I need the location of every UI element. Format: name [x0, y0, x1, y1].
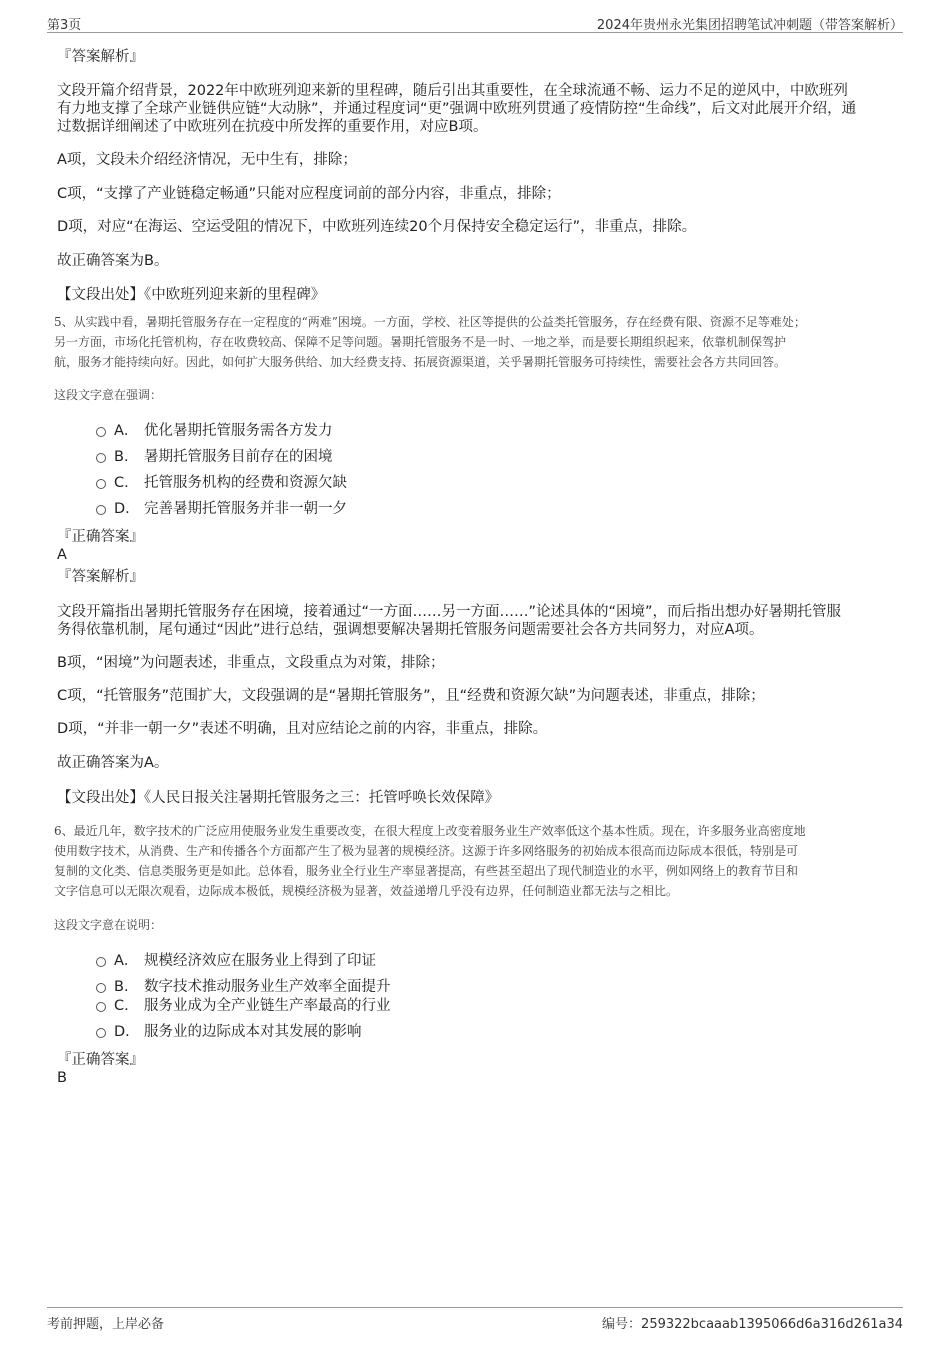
- option-c-note: C项，“支撑了产业链稳定畅通”只能对应程度词前的部分内容，非重点，排除；: [57, 186, 561, 202]
- option-c[interactable]: C. 服务业成为全产业链生产率最高的行业: [96, 997, 391, 1015]
- footer-divider: [47, 1307, 903, 1308]
- radio-icon[interactable]: [96, 1028, 106, 1038]
- radio-icon[interactable]: [96, 957, 106, 967]
- analysis-line: 文段开篇介绍背景，2022年中欧班列迎来新的里程碑，随后引出其重要性，在全球流通不畅、运力不足的逆风中，中欧班列: [57, 83, 848, 99]
- radio-icon[interactable]: [96, 479, 106, 489]
- analysis-label: 『答案解析』: [57, 569, 144, 585]
- option-b[interactable]: B. 暑期托管服务目前存在的困境: [96, 448, 333, 466]
- conclusion: 故正确答案为B。: [57, 253, 169, 269]
- document-code-label: 编号：: [602, 1317, 642, 1332]
- correct-answer: B: [57, 1070, 67, 1086]
- option-a[interactable]: A． 优化暑期托管服务需各方发力: [96, 422, 333, 440]
- correct-answer: A: [57, 547, 67, 563]
- option-c-note: C项，“托管服务”范围扩大，文段强调的是“暑期托管服务”，且“经费和资源欠缺”为问题表述，非重点，排除；: [57, 688, 765, 704]
- radio-icon[interactable]: [96, 505, 106, 515]
- question-prompt: 这段文字意在说明：: [54, 918, 163, 932]
- document-code-value: 259322bcaaab1395066d6a316d261a34: [641, 1317, 903, 1332]
- option-d-note: D项，对应“在海运、空运受阻的情况下，中欧班列连续20个月保持安全稳定运行”，非重点，排除。: [57, 219, 697, 235]
- option-d-note: D项，“并非一朝一夕”表述不明确，且对应结论之前的内容，非重点，排除。: [57, 721, 548, 737]
- option-d[interactable]: D. 完善暑期托管服务并非一朝一夕: [96, 500, 347, 518]
- question-stem-line: 航，服务才能持续向好。因此，如何扩大服务供给、加大经费支持、拓展资源渠道，关乎暑期托管服务可持续性，需要社会各方共同回答。: [54, 355, 787, 369]
- answer-label: 『正确答案』: [57, 1052, 144, 1068]
- radio-icon[interactable]: [96, 1002, 106, 1012]
- option-a-note: A项，文段未介绍经济情况，无中生有，排除；: [57, 152, 357, 168]
- analysis-line: 文段开篇指出暑期托管服务存在困境，接着通过“一方面……另一方面……”论述具体的“困境”，而后指出想办好暑期托管服: [57, 604, 842, 620]
- source-citation: 【文段出处】《中欧班列迎来新的里程碑》: [57, 287, 326, 303]
- source-citation: 【文段出处】《人民日报关注暑期托管服务之三：托管呼唤长效保障》: [57, 790, 500, 806]
- analysis-line: 过数据详细阐述了中欧班列在抗疫中所发挥的重要作用，对应B项。: [57, 119, 488, 135]
- question-prompt: 这段文字意在强调：: [54, 388, 163, 402]
- radio-icon[interactable]: [96, 427, 106, 437]
- option-b-note: B项，“困境”为问题表述，非重点，文段重点为对策，排除；: [57, 655, 445, 671]
- question-stem-line: 另一方面，市场化托管机构，存在收费较高、保障不足等问题。暑期托管服务不是一时、一地之举，而是要长期组织起来，依靠机制保驾护: [54, 335, 787, 349]
- option-c[interactable]: C. 托管服务机构的经费和资源欠缺: [96, 474, 347, 492]
- answer-label: 『正确答案』: [57, 529, 144, 545]
- footer-slogan: 考前押题，上岸必备: [47, 1317, 165, 1332]
- question-stem-line: 文字信息可以无限次观看，边际成本极低，规模经济极为显著，效益递增几乎没有边界，任何制造业都无法与之相比。: [54, 884, 679, 898]
- question-stem-line: 复制的文化类、信息类服务更是如此。总体看，服务业全行业生产率显著提高，有些甚至超出了现代制造业的水平，例如网络上的教育节目和: [54, 864, 799, 878]
- question-stem-line: 使用数字技术，从消费、生产和传播各个方面都产生了极为显著的规模经济。这源于许多网络服务的初始成本很高而边际成本很低，特别是可: [54, 844, 799, 858]
- option-a[interactable]: A． 规模经济效应在服务业上得到了印证: [96, 952, 376, 970]
- analysis-line: 有力地支撑了全球产业链供应链“大动脉”，并通过程度词“更”强调中欧班列贯通了疫情防控“生命线”，后文对此展开介绍，通: [57, 101, 857, 117]
- page-number: 第3页: [47, 18, 82, 33]
- option-d[interactable]: D. 服务业的边际成本对其发展的影响: [96, 1023, 362, 1041]
- analysis-label: 『答案解析』: [57, 49, 144, 65]
- analysis-line: 务得依靠机制，尾句通过“因此”进行总结，强调想要解决暑期托管服务问题需要社会各方共同努力，对应A项。: [57, 622, 764, 638]
- document-code: [602, 1313, 903, 1332]
- header-divider: [47, 32, 903, 33]
- radio-icon[interactable]: [96, 453, 106, 463]
- document-title: 2024年贵州永光集团招聘笔试冲刺题（带答案解析）: [596, 18, 903, 33]
- question-stem-line: 6、最近几年，数字技术的广泛应用使服务业发生重要改变，在很大程度上改变着服务业生产效率低这个基本性质。现在，许多服务业高密度地: [54, 824, 806, 838]
- radio-icon[interactable]: [96, 983, 106, 993]
- question-stem-line: 5、从实践中看，暑期托管服务存在一定程度的“两难”困境。一方面，学校、社区等提供的公益类托管服务，存在经费有限、资源不足等难处；: [54, 315, 806, 329]
- option-b[interactable]: B. 数字技术推动服务业生产效率全面提升: [96, 978, 391, 996]
- conclusion: 故正确答案为A。: [57, 755, 169, 771]
